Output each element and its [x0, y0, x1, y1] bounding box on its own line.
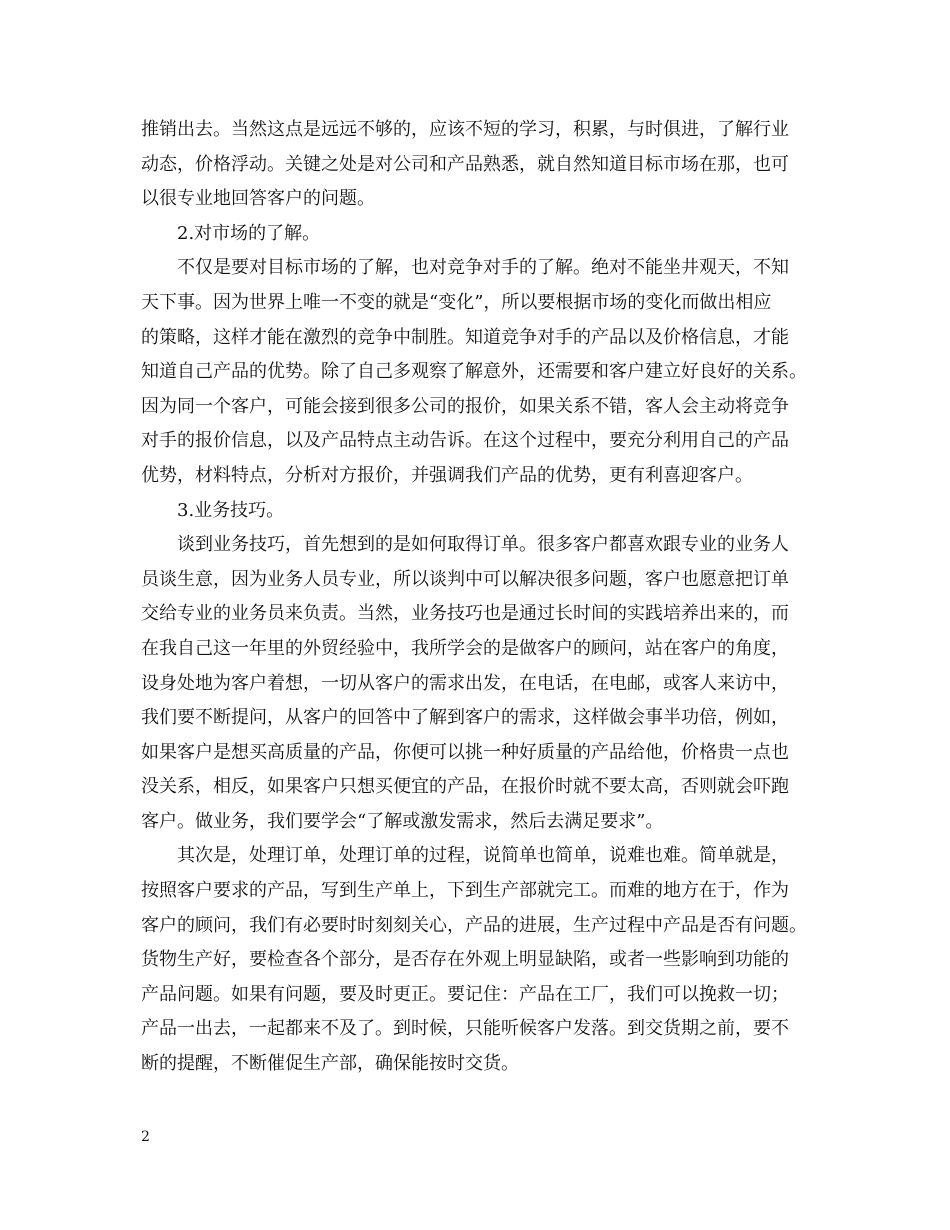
text-line: 按照客户要求的产品，写到生产单上，下到生产部就完工。而难的地方在于，作为	[141, 880, 789, 902]
text-line: 其次是，处理订单，处理订单的过程，说简单也简单，说难也难。简单就是，	[177, 845, 789, 867]
text-line: 对手的报价信息，以及产品特点主动告诉。在这个过程中，要充分利用自己的产品	[141, 430, 789, 452]
page-number: 2	[141, 1129, 150, 1145]
text-line: 客户。做业务，我们要学会“了解或激发需求，然后去满足要求”。	[141, 810, 664, 832]
text-line: 交给专业的业务员来负责。当然，业务技巧也是通过长时间的实践培养出来的，而	[141, 603, 789, 625]
text-line: 如果客户是想买高质量的产品，你便可以挑一种好质量的产品给他，价格贵一点也	[141, 741, 789, 763]
body-text	[141, 113, 813, 1082]
text-line: 产品问题。如果有问题，要及时更正。要记住：产品在工厂，我们可以挽救一切；	[141, 983, 789, 1005]
text-line: 的策略，这样才能在激烈的竞争中制胜。知道竞争对手的产品以及价格信息，才能	[141, 326, 789, 348]
text-line: 因为同一个客户，可能会接到很多公司的报价，如果关系不错，客人会主动将竞争	[141, 395, 789, 417]
text-line: 3.业务技巧。	[177, 499, 285, 521]
text-line: 推销出去。当然这点是远远不够的，应该不短的学习，积累，与时俱进，了解行业	[141, 119, 789, 140]
text-line: 在我自己这一年里的外贸经验中，我所学会的是做客户的顾问，站在客户的角度，	[141, 637, 789, 659]
text-line: 优势，材料特点，分析对方报价，并强调我们产品的优势，更有利喜迎客户。	[141, 464, 753, 486]
text-line: 知道自己产品的优势。除了自己多观察了解意外，还需要和客户建立好良好的关系。	[141, 361, 807, 383]
text-line: 我们要不断提问，从客户的回答中了解到客户的需求，这样做会事半功倍，例如，	[141, 707, 789, 729]
text-line: 没关系，相反，如果客户只想买便宜的产品，在报价时就不要太高，否则就会吓跑	[141, 776, 789, 798]
text-line: 以很专业地回答客户的问题。	[141, 188, 375, 210]
text-line: 员谈生意，因为业务人员专业，所以谈判中可以解决很多问题，客户也愿意把订单	[141, 568, 789, 590]
text-line: 设身处地为客户着想，一切从客户的需求出发，在电话，在电邮，或客人来访中，	[141, 672, 789, 694]
text-line: 不仅是要对目标市场的了解，也对竞争对手的了解。绝对不能坐井观天，不知	[177, 257, 789, 279]
text-line: 谈到业务技巧，首先想到的是如何取得订单。很多客户都喜欢跟专业的业务人	[177, 534, 789, 556]
text-line: 天下事。因为世界上唯一不变的就是“变化”，所以要根据市场的变化而做出相应	[141, 291, 772, 313]
text-line: 客户的顾问，我们有必要时时刻刻关心，产品的进展，生产过程中产品是否有问题。	[141, 914, 807, 936]
text-line: 货物生产好，要检查各个部分，是否存在外观上明显缺陷，或者一些影响到功能的	[141, 949, 789, 971]
text-line: 产品一出去，一起都来不及了。到时候，只能听候客户发落。到交货期之前，要不	[141, 1018, 789, 1040]
text-line: 2.对市场的了解。	[177, 222, 321, 244]
text-line: 断的提醒，不断催促生产部，确保能按时交货。	[141, 1053, 519, 1075]
text-line: 动态，价格浮动。关键之处是对公司和产品熟悉，就自然知道目标市场在那，也可	[141, 153, 789, 175]
